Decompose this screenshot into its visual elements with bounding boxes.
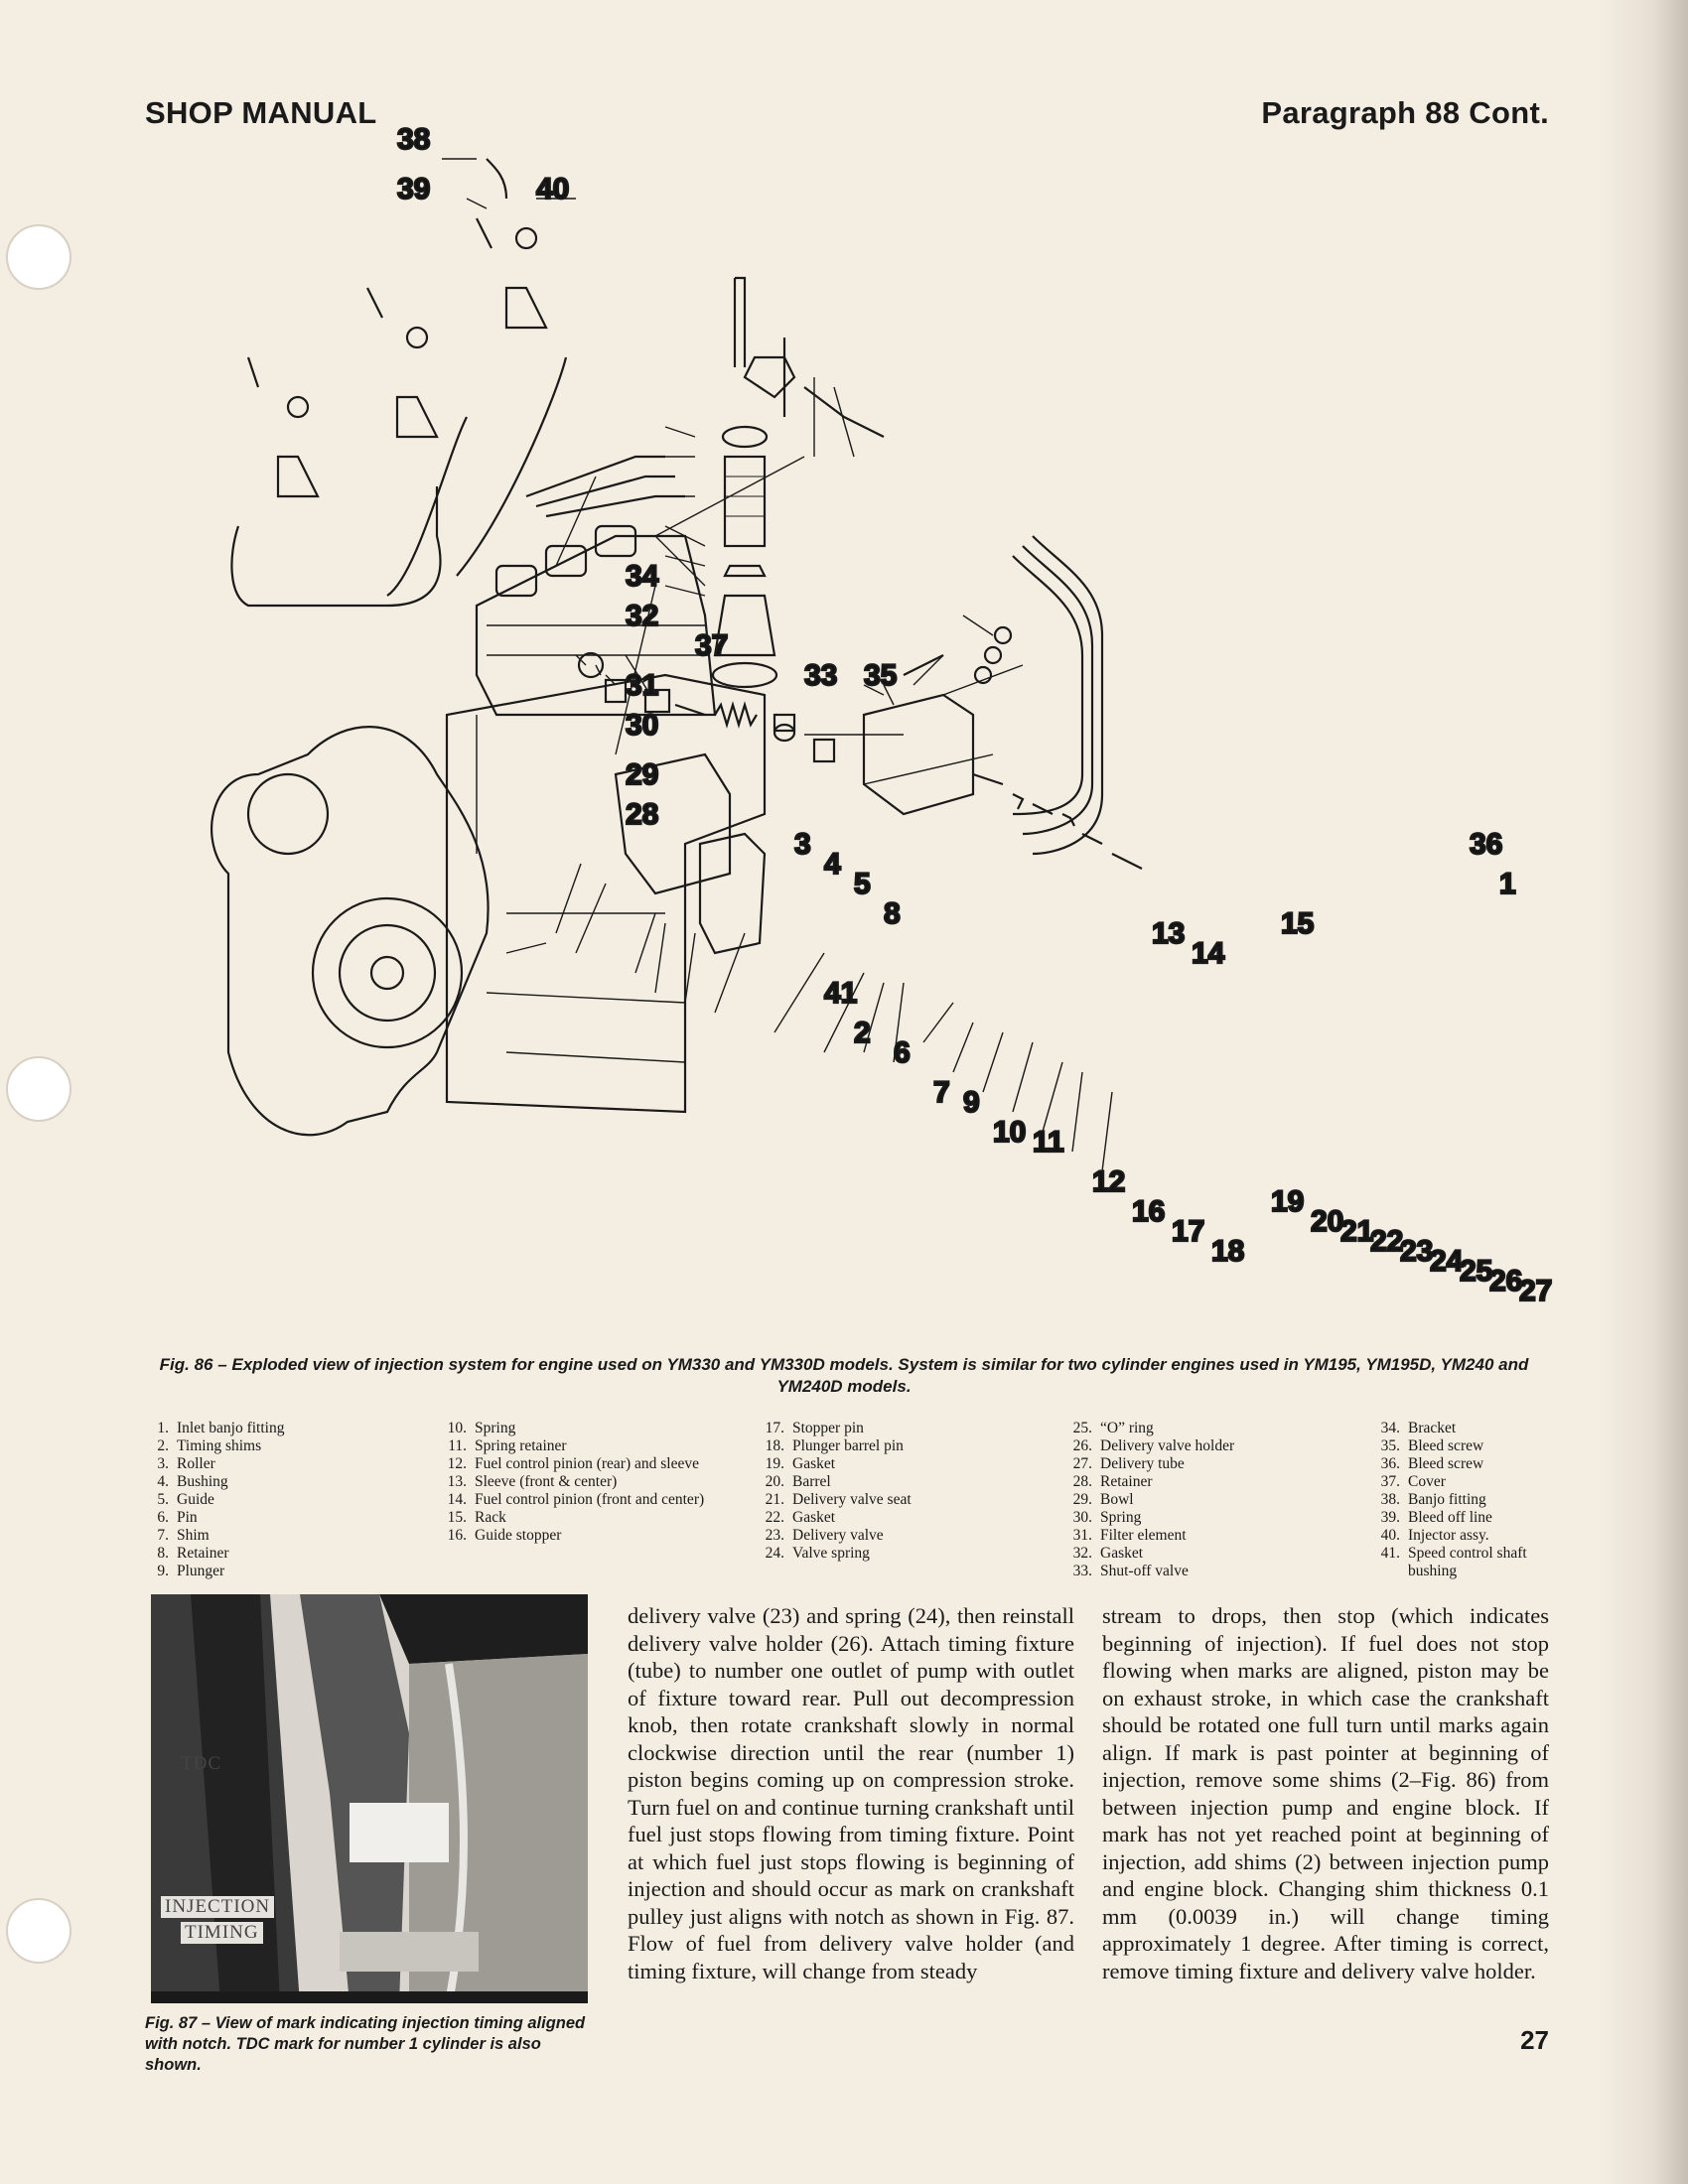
legend-item: 28. Retainer (1072, 1473, 1153, 1490)
legend-item: 16. Guide stopper (447, 1527, 562, 1544)
callout-24: 24 (1430, 1245, 1464, 1278)
callout-30: 30 (626, 709, 659, 742)
legend-item: 6. Pin (157, 1509, 198, 1526)
legend-item: 17. Stopper pin (765, 1420, 864, 1436)
legend-item: 9. Plunger (157, 1563, 225, 1579)
callout-9: 9 (963, 1086, 980, 1119)
filter-gasket (723, 427, 767, 447)
callout-12: 12 (1092, 1165, 1126, 1198)
callout-33: 33 (804, 659, 838, 692)
rack (904, 655, 943, 675)
page-number: 27 (1520, 2025, 1549, 2055)
callout-34: 34 (626, 560, 659, 593)
legend-item: 11. Spring retainer (448, 1437, 567, 1454)
legend-item: 15. Rack (447, 1509, 506, 1526)
legend-item: 33. Shut-off valve (1072, 1563, 1189, 1579)
legend-item: 2. Timing shims (157, 1437, 262, 1454)
callout-23: 23 (1400, 1235, 1434, 1268)
callout-28: 28 (626, 798, 659, 831)
plunger-spring (715, 705, 757, 725)
callout-32: 32 (626, 600, 659, 632)
injector-1 (278, 457, 318, 496)
fig87-photo (151, 1594, 588, 2003)
callout-40: 40 (536, 173, 570, 205)
legend-item: 35. Bleed screw (1380, 1437, 1484, 1454)
injector-lines (231, 357, 685, 606)
filter-retainer (713, 663, 776, 687)
legend-item: 41. Speed control shaft bushing (1380, 1545, 1527, 1579)
legend-item: 34. Bracket (1380, 1420, 1457, 1436)
injector-2 (397, 397, 437, 437)
callout-35: 35 (864, 659, 898, 692)
fig87-caption: Fig. 87 – View of mark indicating injection timing aligned with notch. TDC mark for number 1 cylinder is also shown. (145, 2014, 586, 2074)
callout-15: 15 (1281, 907, 1315, 940)
callout-16: 16 (1132, 1195, 1166, 1228)
callout-2: 2 (854, 1017, 871, 1049)
legend-item: 32. Gasket (1072, 1545, 1144, 1562)
callout-1: 1 (1499, 868, 1516, 900)
legend-column-1 (139, 1420, 427, 1580)
callout-38: 38 (397, 123, 431, 156)
legend-item: 12. Fuel control pinion (rear) and sleeve (447, 1455, 699, 1472)
callout-14: 14 (1192, 937, 1225, 970)
tdc-label: TDC (181, 1753, 221, 1774)
filter-element (725, 457, 765, 546)
legend-item: 20. Barrel (765, 1473, 831, 1490)
legend-item: 5. Guide (157, 1491, 214, 1508)
pump-gasket (700, 834, 765, 953)
injector-3 (506, 288, 546, 328)
legend-item: 39. Bleed off line (1380, 1509, 1492, 1526)
legend-item: 37. Cover (1380, 1473, 1446, 1490)
callout-18: 18 (1211, 1235, 1245, 1268)
legend-item: 1. Inlet banjo fitting (157, 1420, 285, 1436)
callout-41: 41 (824, 977, 858, 1010)
injection-label: INJECTION (161, 1896, 274, 1918)
legend-item: 23. Delivery valve (765, 1527, 884, 1544)
binder-hole-middle (6, 1056, 71, 1122)
body-text-column-2: delivery valve (23) and spring (24), then reinstall delivery valve holder (26). Attach timing fixture (tube) to number one outlet of pump with outlet of fixture toward rear. Pull out decompression knob, then rotate crankshaft slowly in normal clockwise direction until the rear (number 1) piston begins coming up on compression stroke. Turn fuel on and continue turning crankshaft until fuel just stops flowing from timing fixture. Point at which fuel just stops flowing is beginning of injection and should occur as mark on crankshaft pulley just aligns with notch as shown in Fig. 87. Flow of fuel from delivery valve holder (and timing fixture, will change from steady (628, 1603, 1074, 1983)
spring-retainer (774, 725, 794, 741)
fig86-exploded-diagram (189, 123, 1553, 1350)
legend-item: 14. Fuel control pinion (front and center) (447, 1491, 705, 1508)
legend-item: 3. Roller (157, 1455, 215, 1472)
legend-item: 13. Sleeve (front & center) (447, 1473, 618, 1490)
legend-item: 21. Delivery valve seat (765, 1491, 912, 1508)
callout-10: 10 (993, 1116, 1027, 1149)
legend-column-3 (755, 1420, 1033, 1563)
housing-hole (248, 774, 328, 854)
legend-item: 31. Filter element (1072, 1527, 1187, 1544)
callout-22: 22 (1370, 1225, 1404, 1258)
legend-item: 18. Plunger barrel pin (765, 1437, 904, 1454)
flywheel-inner (340, 925, 435, 1021)
injection-pump (864, 695, 973, 814)
callout-36: 36 (1470, 828, 1503, 861)
callout-39: 39 (397, 173, 431, 205)
delivery-valve-parts (973, 774, 1142, 869)
callout-19: 19 (1271, 1185, 1305, 1218)
engine-block (447, 675, 765, 1112)
callout-4: 4 (824, 848, 841, 881)
legend-item: 8. Retainer (157, 1545, 229, 1562)
callout-17: 17 (1172, 1215, 1205, 1248)
legend-item: 29. Bowl (1072, 1491, 1134, 1508)
callout-5: 5 (854, 868, 871, 900)
running-header-left: SHOP MANUAL (145, 95, 377, 130)
fig86-caption: Fig. 86 – Exploded view of injection system for engine used on YM330 and YM330D models. System is similar for two cylinder engines used in YM195, YM195D, YM240 and YM240D models. (159, 1355, 1529, 1396)
callout-27: 27 (1519, 1275, 1553, 1307)
callout-26: 26 (1489, 1265, 1523, 1297)
binder-hole-top (6, 224, 71, 290)
callout-20: 20 (1311, 1205, 1344, 1238)
filter-head (745, 357, 794, 397)
legend-item: 40. Injector assy. (1380, 1527, 1489, 1544)
timing-label: TIMING (181, 1922, 263, 1944)
callout-25: 25 (1460, 1255, 1493, 1288)
callout-21: 21 (1340, 1215, 1374, 1248)
callout-3: 3 (794, 828, 811, 861)
flywheel-outer (313, 898, 462, 1047)
binder-hole-bottom (6, 1898, 71, 1964)
legend-item: 38. Banjo fitting (1380, 1491, 1486, 1508)
legend-item: 27. Delivery tube (1072, 1455, 1185, 1472)
callout-13: 13 (1152, 917, 1186, 950)
callout-37: 37 (695, 629, 729, 662)
delivery-tubes (1013, 536, 1102, 854)
callout-7: 7 (933, 1076, 950, 1109)
callout-8: 8 (884, 897, 901, 930)
legend-item: 19. Gasket (765, 1455, 836, 1472)
legend-item: 30. Spring (1072, 1509, 1142, 1526)
legend-item: 24. Valve spring (765, 1545, 870, 1562)
legend-item: 7. Shim (157, 1527, 210, 1544)
legend-item: 22. Gasket (765, 1509, 836, 1526)
legend-item: 25. “O” ring (1072, 1420, 1154, 1436)
control-sleeve (814, 740, 834, 761)
legend-item: 4. Bushing (157, 1473, 228, 1490)
legend-item: 36. Bleed screw (1380, 1455, 1484, 1472)
legend-column-5 (1370, 1420, 1559, 1580)
body-text-column-3: stream to drops, then stop (which indicates beginning of injection). If fuel does not stop flowing when marks are aligned, piston may be on exhaust stroke, in which case the crankshaft should be rotated one full turn until marks again align. If mark is past pointer at beginning of injection, remove some shims (2–Fig. 86) from between injection pump and engine block. If mark has not yet reached point at beginning of injection, add shims (2) between injection pump and engine block. Changing shim thickness 0.1 mm (0.0039 in.) will change timing approximately 1 degree. After timing is correct, remove timing fixture and delivery valve holder. (1102, 1603, 1549, 1983)
legend-column-2 (437, 1420, 735, 1545)
callout-6: 6 (894, 1036, 911, 1069)
callout-29: 29 (626, 758, 659, 791)
callout-11: 11 (1033, 1126, 1064, 1159)
page-edge-shadow (1599, 0, 1688, 2184)
legend-item: 26. Delivery valve holder (1072, 1437, 1235, 1454)
running-header-right: Paragraph 88 Cont. (1261, 95, 1549, 130)
roller (579, 653, 603, 677)
plunger (675, 705, 705, 715)
callout-31: 31 (626, 669, 659, 702)
legend-item: 10. Spring (447, 1420, 516, 1436)
legend-column-4 (1062, 1420, 1350, 1580)
